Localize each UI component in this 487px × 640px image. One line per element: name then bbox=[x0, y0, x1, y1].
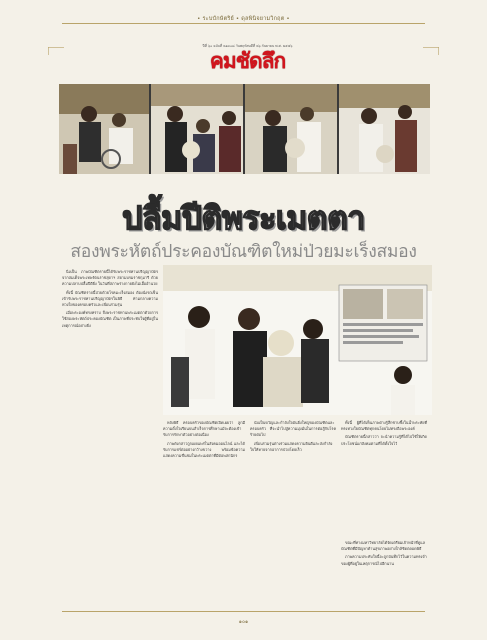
body-column-4 bbox=[341, 420, 427, 449]
newspaper-clipping-header bbox=[185, 44, 310, 73]
paragraph: ภาพความประทับใจนี้จะถูกบันทึกไว้ในความทรงจำของผู้ที่อยู่ในเหตุการณ์ไปอีกนาน bbox=[341, 554, 427, 566]
ceremony-photo-3 bbox=[245, 84, 337, 174]
corner-ornament-top-right bbox=[423, 47, 439, 55]
paragraph: ทั้งนี้ ผู้ที่ได้เห็นภาพต่างรู้สึกซาบซึ้งในน้ำพระทัยที่ทรงห่วงใยบัณฑิตทุกคนโดยไม่ทรงถือพระองค์ bbox=[341, 420, 427, 432]
paragraph: นิ่งเป็น ภาพบัณฑิตรายนี้ได้รับพระราชทานปริญญาบัตรจากสมเด็จพระเทพรัตนราชสุดาฯ สยามบรมราชกุมารี ด้วยความปลาบปลื้มปีติยิ่ง ในวันที่สภาพร่างกายยังไม่เอื้ออำนวย bbox=[62, 269, 158, 287]
header-rule bbox=[62, 23, 425, 24]
paragraph: ภาพดังกล่าวถูกเผยแพร่ในสังคมออนไลน์ และได้รับการแชร์ต่ออย่างกว้างขวาง พร้อมข้อความแสดงความชื่นชมในพระเมตตาที่มีต่อพสกนิกร bbox=[163, 440, 245, 459]
clipping-dateline: ปีที่ ๖๐ ฉบับที่ ๒๑๓๐๘ วันพฤหัสบดีที่ ๒๖ กันยายน พ.ศ. ๒๕๕๖ bbox=[202, 44, 293, 48]
ceremony-photo-strip bbox=[59, 84, 430, 174]
ceremony-photo-1 bbox=[59, 84, 149, 174]
page-number: ๑๐๑ bbox=[238, 619, 249, 625]
paragraph: หลังพิธี ครอบครัวของบัณฑิตเปิดเผยว่า ลูกมีความตั้งใจเรียนจนสำเร็จการศึกษาแม้จะต้องเข้ารับการรักษาตัวอย่างต่อเนื่อง bbox=[163, 420, 245, 438]
headline: ปลื้มปีติพระเมตตา bbox=[122, 199, 365, 237]
newspaper-masthead: คมชัดลึก bbox=[209, 49, 286, 73]
corner-ornament-top-left bbox=[48, 47, 64, 55]
paragraph: เพื่อนร่วมรุ่นต่างร่วมแสดงความยินดีและส่งกำลังใจให้หายจากอาการป่วยโดยเร็ว bbox=[250, 440, 333, 452]
body-column-1 bbox=[62, 269, 158, 331]
running-head: • ระบบักษัตริย์ • ดุลพินิจยามวิกฤต • bbox=[197, 16, 290, 22]
subheadline: สองพระหัตถ์ประคองบัณฑิตใหม่ป่วยมะเร็งสมอง bbox=[70, 242, 417, 262]
ceremony-inset-photo bbox=[163, 265, 432, 415]
ceremony-photo-4 bbox=[339, 84, 430, 174]
paragraph: บัณฑิตรายนี้กล่าวว่า จะนำความรู้ที่ได้ไปใช้ให้เกิดประโยชน์แก่สังคมตามที่ได้ตั้งใจไว้ bbox=[341, 434, 427, 446]
paragraph: ขณะที่ทางมหาวิทยาลัยได้จัดเตรียมเจ้าหน้าที่ดูแลบัณฑิตที่มีปัญหาด้านสุขภาพอย่างใกล้ชิดตลอดพิธี bbox=[341, 540, 426, 552]
paragraph: นับเป็นขวัญและกำลังใจอันยิ่งใหญ่ของบัณฑิตและครอบครัว ที่จะนำไปสู่ความมุ่งมั่นในการต่อสู้กับโรคร้ายต่อไป bbox=[250, 420, 336, 438]
body-column-2 bbox=[163, 420, 245, 461]
paragraph: เมื่อพระองค์ทรงทราบ จึงพระราชทานพระเมตตาด้วยการใช้สองพระหัตถ์ประคองบัณฑิต เป็นภาพที่ประทับใจผู้ที่อยู่ในเหตุการณ์อย่างยิ่ง bbox=[62, 310, 158, 328]
body-column-5 bbox=[341, 540, 427, 569]
ceremony-photo-2 bbox=[151, 84, 243, 174]
body-column-3 bbox=[250, 420, 336, 455]
footer-rule bbox=[62, 611, 425, 612]
paragraph: ทั้งนี้ บัณฑิตรายนี้ป่วยด้วยโรคมะเร็งสมอง ต้องนั่งรถเข็นเข้ารับพระราชทานปริญญาบัตรในพิธี ท่ามกลางความห่วงใยของครอบครัวและเพื่อนร่วมรุ่น bbox=[62, 289, 158, 308]
